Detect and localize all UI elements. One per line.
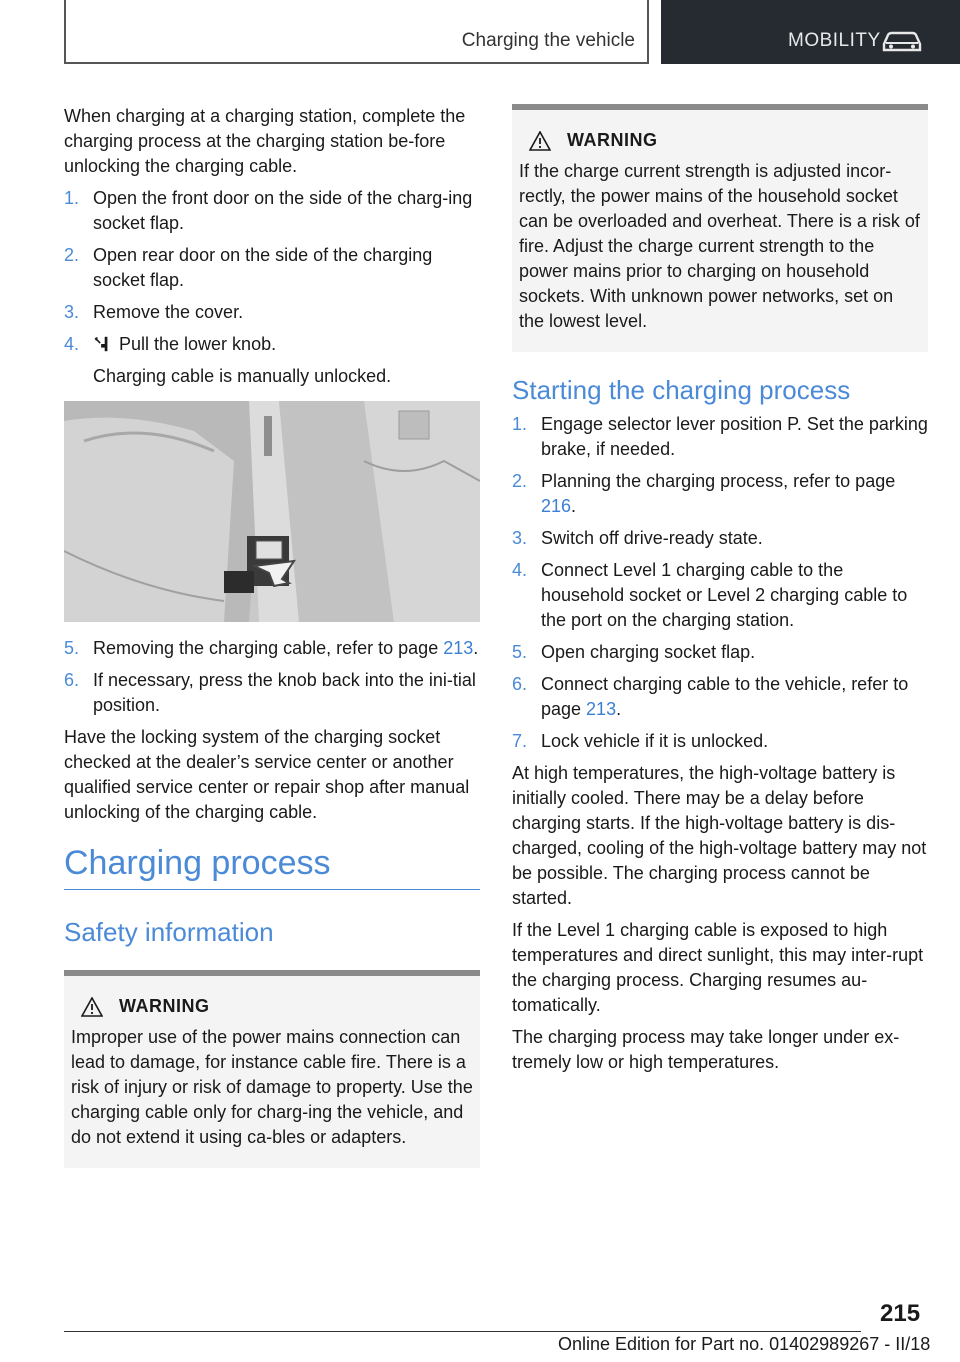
step-text: If necessary, press the knob back into the ini-tial position. xyxy=(93,670,476,715)
step-number: 5. xyxy=(512,642,528,662)
warning-triangle-icon xyxy=(529,131,551,151)
edition-footer: Online Edition for Part no. 01402989267 - II/18 xyxy=(558,1334,931,1354)
list-item xyxy=(64,332,480,357)
step-number: 7. xyxy=(512,731,528,751)
step-text: Connect charging cable to the vehicle, refer to page xyxy=(541,674,909,719)
warning-text: Improper use of the power mains connection can lead to damage, for instance cable fire. There is a risk of injury or risk of damage to property. Use the charging cable only for charg-ing the vehicle, and do not extend it using ca-bles or adapters. xyxy=(71,1027,473,1147)
left-column xyxy=(64,104,480,1168)
chapter-title: Charging process xyxy=(64,843,480,890)
step-text: Open the front door on the side of the charg-ing socket flap. xyxy=(93,188,473,233)
list-item xyxy=(64,668,480,718)
step-number: 2. xyxy=(512,471,528,491)
step-number: 2. xyxy=(64,245,80,265)
step-text: Switch off drive-ready state. xyxy=(541,528,763,548)
step-number: 1. xyxy=(512,414,528,434)
warning-header xyxy=(71,994,473,1019)
warning-header xyxy=(519,128,921,153)
list-item xyxy=(64,300,480,325)
list-item xyxy=(64,636,480,661)
unlock-steps-list xyxy=(64,186,480,357)
duration-paragraph: The charging process may take longer under ex-tremely low or high temperatures. xyxy=(512,1027,900,1072)
step-text: Connect Level 1 charging cable to the household socket or Level 2 charging cable to the port on the charging station. xyxy=(541,560,908,630)
remove-steps-list xyxy=(64,636,480,718)
door-knob-photo xyxy=(64,401,480,622)
header-chapter-title: MOBILITY xyxy=(788,30,881,51)
step-number: 3. xyxy=(512,528,528,548)
service-paragraph: Have the locking system of the charging socket checked at the dealer’s service center or another qualified service center or repair shop after manual unlocking of the charging cable. xyxy=(64,727,470,822)
warning-box xyxy=(512,104,928,352)
list-item xyxy=(512,729,928,754)
step-text: Removing the charging cable, refer to page xyxy=(93,638,444,658)
step-text: Open rear door on the side of the charging socket flap. xyxy=(93,245,433,290)
list-item xyxy=(512,558,928,633)
warning-triangle-icon xyxy=(81,997,103,1017)
pull-knob-icon xyxy=(93,335,111,353)
step-text: Lock vehicle if it is unlocked. xyxy=(541,731,769,751)
car-icon xyxy=(880,28,924,54)
step-number: 6. xyxy=(512,674,528,694)
intro-paragraph: When charging at a charging station, complete the charging process at the charging station be-fore unlocking the charging cable. xyxy=(64,106,466,176)
list-item xyxy=(512,672,928,722)
page-link[interactable]: 213 xyxy=(586,699,617,719)
step-text: Planning the charging process, refer to page xyxy=(541,471,896,491)
sunlight-paragraph: If the Level 1 charging cable is exposed to high temperatures and direct sunlight, this may inter-rupt the charging process. Charging resumes au-tomatically. xyxy=(512,920,924,1015)
list-item xyxy=(512,640,928,665)
page-link[interactable]: 216 xyxy=(541,496,572,516)
temperature-paragraph: At high temperatures, the high-voltage battery is initially cooled. There may be a delay before charging starts. If the high-voltage battery is dis-charged, cooling of the high-voltage battery may not be possible. The charging process cannot be started. xyxy=(512,763,927,908)
step-text: Open charging socket flap. xyxy=(541,642,756,662)
step-number: 5. xyxy=(64,638,80,658)
list-item xyxy=(64,243,480,293)
list-item xyxy=(512,412,928,462)
step-number: 4. xyxy=(64,334,80,354)
header-section-title: Charging the vehicle xyxy=(461,30,635,51)
warning-label: WARNING xyxy=(567,130,658,150)
warning-box xyxy=(64,970,480,1168)
section-title: Safety information xyxy=(64,917,274,947)
step-text-tail: . xyxy=(616,699,622,719)
step-text: Remove the cover. xyxy=(93,302,244,322)
warning-text: If the charge current strength is adjusted incor-rectly, the power mains of the household socket can be overloaded and overheat. There is a risk of fire. Adjust the charge current strength to the power mains prior to charging on household sockets. With unknown power networks, set on the lowest level. xyxy=(519,161,920,331)
page-link[interactable]: 213 xyxy=(443,638,474,658)
section-title: Starting the charging process xyxy=(512,375,851,405)
step4-note: Charging cable is manually unlocked. xyxy=(93,366,392,386)
step-number: 4. xyxy=(512,560,528,580)
right-column xyxy=(512,104,928,1082)
step-number: 1. xyxy=(64,188,80,208)
step-number: 6. xyxy=(64,670,80,690)
step-text-tail: . xyxy=(473,638,479,658)
warning-label: WARNING xyxy=(119,996,210,1016)
header-section-box xyxy=(64,0,649,64)
list-item xyxy=(512,469,928,519)
step-text: Engage selector lever position P. Set the parking brake, if needed. xyxy=(541,414,928,459)
page-number: 215 xyxy=(880,1300,921,1327)
step-number: 3. xyxy=(64,302,80,322)
charging-steps-list xyxy=(512,412,928,754)
footer-divider xyxy=(64,1331,861,1332)
step-text: Pull the lower knob. xyxy=(119,334,277,354)
step-text-tail: . xyxy=(571,496,577,516)
list-item xyxy=(512,526,928,551)
list-item xyxy=(64,186,480,236)
